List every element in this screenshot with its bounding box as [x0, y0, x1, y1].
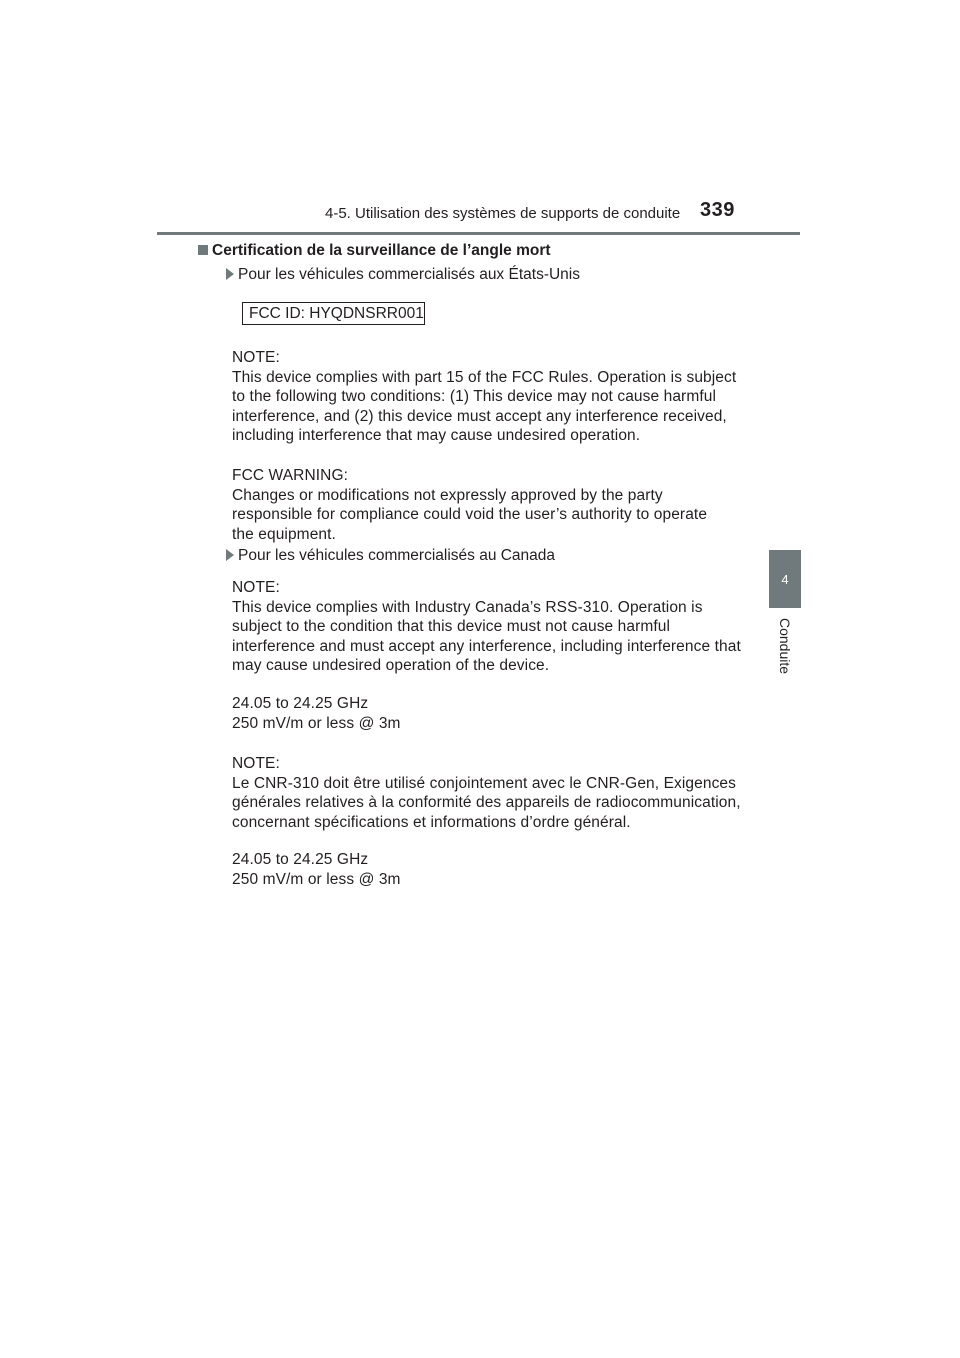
usa-bullet	[226, 266, 580, 284]
section-heading	[198, 242, 551, 260]
canada-frequency-english: 24.05 to 24.25 GHz 250 mV/m or less @ 3m	[232, 695, 401, 732]
canada-note-french: NOTE: Le CNR-310 doit être utilisé conjointement avec le CNR-Gen, Exigences générales relatives à la conformité des appareils de radiocommunication, concernant spécifications et informations d’ordre général.	[232, 755, 741, 831]
triangle-bullet-icon	[226, 268, 234, 280]
canada-frequency-french: 24.05 to 24.25 GHz 250 mV/m or less @ 3m	[232, 851, 401, 888]
fcc-id-box	[242, 302, 425, 325]
canada-bullet	[226, 547, 555, 565]
triangle-bullet-icon	[226, 549, 234, 561]
chapter-tab-label: Conduite	[777, 618, 793, 675]
section-heading-text: Certification de la surveillance de l’angle mort	[212, 242, 551, 259]
header-divider	[157, 232, 800, 235]
usa-note: NOTE: This device complies with part 15 of the FCC Rules. Operation is subject to the following two conditions: (1) This device may not cause harmful interference, and (2) this device must accept any interference received, including interference that may cause undesired operation.	[232, 349, 737, 445]
fcc-id-text: FCC ID: HYQDNSRR001	[249, 304, 424, 322]
chapter-title: 4-5. Utilisation des systèmes de supports de conduite	[325, 205, 681, 222]
square-bullet-icon	[198, 245, 208, 255]
page-number: 339	[700, 199, 735, 221]
usa-warning: FCC WARNING: Changes or modifications not expressly approved by the party responsible for compliance could void the user’s authority to operate the equipment.	[232, 467, 708, 543]
canada-note-english: NOTE: This device complies with Industry Canada’s RSS-310. Operation is subject to the condition that this device must not cause harmful interference and must accept any interference, including interference that may cause undesired operation of the device.	[232, 579, 741, 675]
usa-bullet-text: Pour les véhicules commercialisés aux États-Unis	[238, 266, 580, 283]
chapter-tab-number: 4	[781, 571, 789, 587]
chapter-tab	[769, 550, 801, 608]
canada-bullet-text: Pour les véhicules commercialisés au Canada	[238, 547, 556, 564]
